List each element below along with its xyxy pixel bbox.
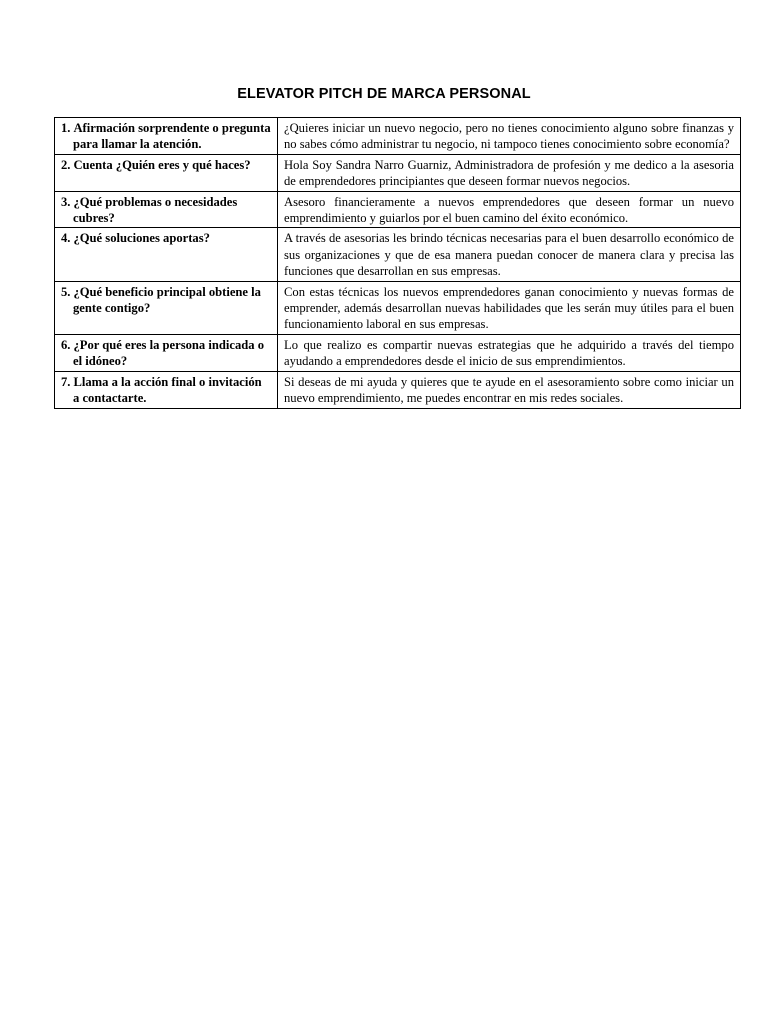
answer-cell: Con estas técnicas los nuevos emprendedores ganan conocimiento y nuevas formas de emprender, además desarrollan nuevas habilidades que les serán muy útiles para el buen funcionamiento laboral en sus empresas. [278, 281, 741, 334]
question-cell [55, 118, 278, 155]
row-number: 3. [61, 194, 71, 209]
answer-cell: ¿Quieres iniciar un nuevo negocio, pero no tienes conocimiento alguno sobre finanzas y no sabes cómo administrar tu negocio, ni tampoco tienes conocimiento sobre economía? [278, 118, 741, 155]
question-text: Afirmación sorprendente o pregunta para llamar la atención. [73, 121, 271, 152]
question-cell [55, 228, 278, 281]
question-cell [55, 154, 278, 191]
table-row [55, 191, 741, 228]
row-number: 7. [61, 374, 71, 389]
row-number: 1. [61, 121, 71, 135]
answer-cell: Si deseas de mi ayuda y quieres que te ayude en el asesoramiento sobre como iniciar un nuevo emprendimiento, me puedes encontrar en mis redes sociales. [278, 371, 741, 408]
table-row [55, 228, 741, 281]
answer-cell: Lo que realizo es compartir nuevas estrategias que he adquirido a través del tiempo ayudando a emprendedores desde el inicio de sus emprendimientos. [278, 334, 741, 371]
question-text: ¿Qué problemas o necesidades cubres? [73, 194, 238, 226]
document-title: ELEVATOR PITCH DE MARCA PERSONAL [237, 86, 531, 102]
row-number: 4. [61, 231, 71, 246]
answer-cell: A través de asesorias les brindo técnicas necesarias para el buen desarrollo económico de sus organizaciones y que de esa manera puedan conocer de manera clara y precisa las funciones que desarrollan en sus empresas. [278, 228, 741, 281]
table-row [55, 154, 741, 191]
question-cell [55, 191, 278, 228]
table-row [55, 334, 741, 371]
elevator-pitch-table [54, 117, 741, 409]
row-number: 5. [61, 284, 71, 299]
table-row [55, 281, 741, 334]
table-row [55, 118, 741, 155]
row-number: 6. [61, 337, 71, 352]
question-text: Cuenta ¿Quién eres y qué haces? [73, 157, 251, 172]
question-text: ¿Por qué eres la persona indicada o el idóneo? [73, 337, 265, 369]
question-cell [55, 281, 278, 334]
row-number: 2. [61, 157, 71, 172]
answer-cell: Hola Soy Sandra Narro Guarniz, Administradora de profesión y me dedico a la asesoria de emprendedores principiantes que deseen formar nuevos negocios. [278, 154, 741, 191]
question-text: Llama a la acción final o invitación a contactarte. [73, 374, 262, 406]
table-row [55, 371, 741, 408]
question-cell [55, 371, 278, 408]
answer-cell: Asesoro financieramente a nuevos emprendedores que deseen formar un nuevo emprendimiento y guiarlos por el buen camino del éxito económico. [278, 191, 741, 228]
question-text: ¿Qué soluciones aportas? [73, 231, 210, 246]
question-cell [55, 334, 278, 371]
question-text: ¿Qué beneficio principal obtiene la gente contigo? [73, 284, 261, 316]
